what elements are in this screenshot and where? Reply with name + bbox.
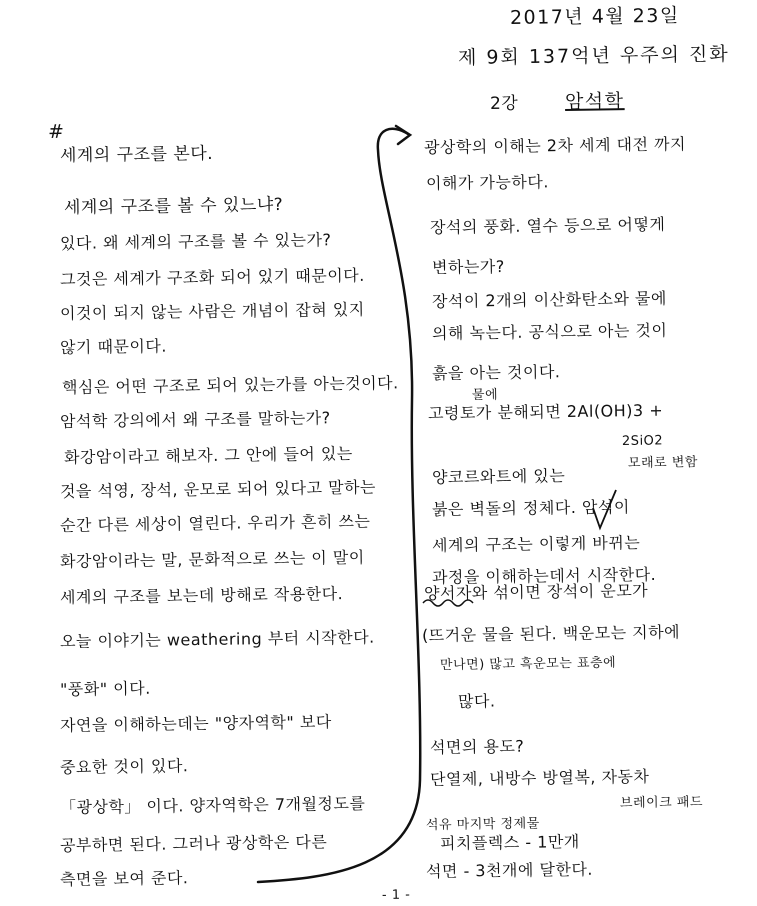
right-line: (뜨거운 물을 된다. 백운모는 지하에 [421, 622, 681, 645]
right-line: 변하는가? [431, 256, 505, 277]
left-line: "풍화" 이다. [59, 678, 151, 699]
left-line: 측면을 보여 준다. [59, 868, 189, 889]
right-line: 장석의 풍화. 열수 등으로 어떻게 [429, 214, 666, 237]
right-line: 피치플렉스 - 1만개 [439, 832, 580, 853]
left-line: 있다. 왜 세계의 구조를 볼 수 있는가? [59, 230, 332, 253]
left-line: 순간 다른 세상이 열린다. 우리가 흔히 쓰는 [59, 511, 371, 535]
right-line: 석유 마지막 정제물 [425, 816, 540, 833]
right-line: 장석이 2개의 이산화탄소와 물에 [431, 288, 667, 311]
right-line: 양코르와트에 있는 [431, 466, 566, 487]
right-line: 흙을 아는 것이다. [431, 362, 561, 383]
left-line: 않기 때문이다. [59, 336, 168, 357]
left-line: 오늘 이야기는 weathering 부터 시작한다. [59, 627, 375, 651]
section-mark: # [47, 120, 66, 143]
left-heading: 세계의 구조를 본다. [59, 143, 214, 166]
annotation-brake: 브레이크 패드 [619, 794, 704, 811]
right-line: 만나면) 많고 흑운모는 표층에 [439, 655, 617, 673]
left-line: 화강암이라고 해보자. 그 안에 들어 있는 [63, 443, 353, 467]
right-line: 석면의 용도? [429, 736, 525, 757]
right-line: 세계의 구조는 이렇게 바뀌는 [431, 533, 641, 555]
left-line: 그것은 세계가 구조화 되어 있기 때문이다. [59, 265, 365, 289]
right-line: 양서자와 섞이면 장석이 운모가 [423, 580, 649, 603]
right-line: 붉은 벽돌의 정체다. 암석이 [431, 497, 630, 519]
right-line: 석면 - 3천개에 달한다. [425, 859, 594, 881]
lecture-subject: 암석학 [564, 90, 625, 113]
right-line: 고령토가 분해되면 2Al(OH)3 + [427, 400, 664, 423]
annotation-sand: 모래로 변함 [627, 455, 699, 471]
annotation-water: 물에 [471, 387, 499, 403]
right-line: 의해 녹는다. 공식으로 아는 것이 [431, 320, 668, 343]
left-line: 이것이 되지 않는 사람은 개념이 잡혀 있지 [59, 299, 365, 323]
right-line: 과정을 이해하는데서 시작한다. [431, 564, 657, 587]
left-line: 「광상학」 이다. 양자역학은 7개월정도를 [59, 793, 366, 817]
right-line: 많다. [457, 691, 496, 711]
left-line: 세계의 구조를 보는데 방해로 작용한다. [59, 584, 344, 607]
left-line: 자연을 이해하는데는 "양자역학" 보다 [59, 712, 332, 735]
left-line: 화강암이라는 말, 문화적으로 쓰는 이 말이 [59, 547, 365, 571]
right-line: 단열제, 내방수 방열복, 자동차 [429, 766, 650, 789]
left-line: 세계의 구조를 볼 수 있느냐? [63, 194, 284, 218]
lecture-series-title: 제 9회 137억년 우주의 진화 [457, 43, 730, 69]
note-date: 2017년 4월 23일 [509, 4, 680, 29]
left-line: 핵심은 어떤 구조로 되어 있는가를 아는것이다. [61, 373, 399, 397]
left-line: 암석학 강의에서 왜 구조를 말하는가? [59, 408, 331, 431]
left-line: 중요한 것이 있다. [59, 756, 189, 777]
left-line: 공부하면 된다. 그러나 광상학은 다른 [59, 832, 328, 855]
page-number: - 1 - [381, 887, 411, 903]
annotation-sio2: 2SiO2 [621, 433, 664, 449]
lecture-number: 2강 [489, 93, 519, 114]
left-line: 것을 석영, 장석, 운모로 되어 있다고 말하는 [59, 477, 377, 501]
right-line: 광상학의 이해는 2차 세계 대전 까지 [423, 134, 687, 157]
right-line: 이해가 가능하다. [425, 172, 549, 193]
